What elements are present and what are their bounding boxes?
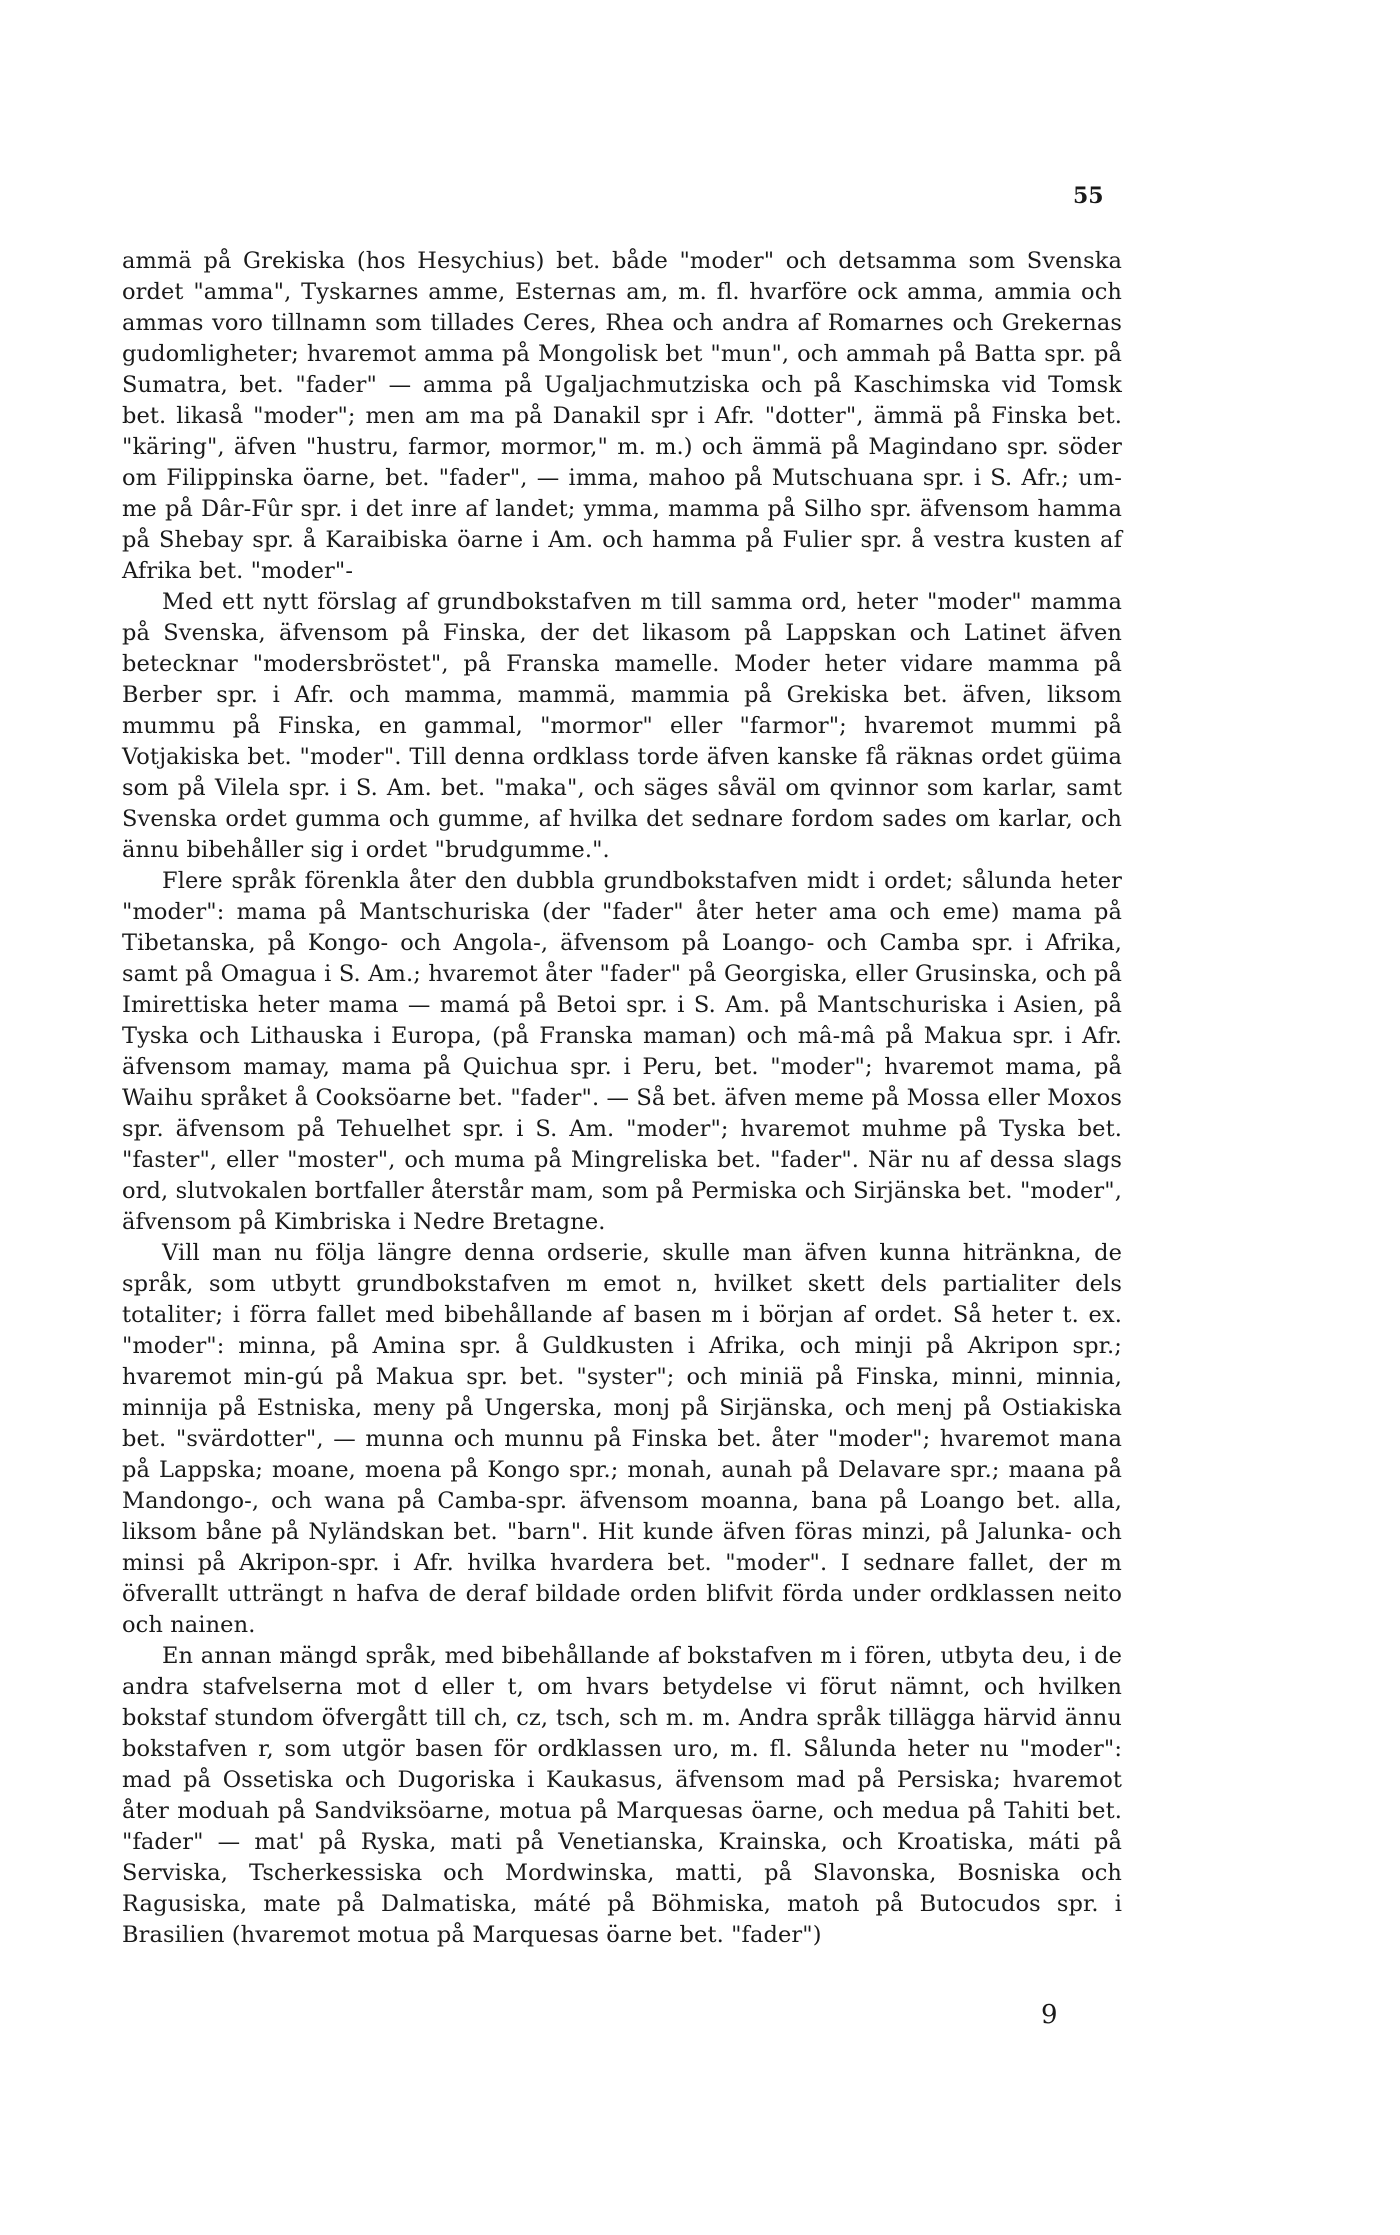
- paragraph: Med ett nytt förslag af grundbokstafven m till samma ord, heter "moder" mamma på Svenska, äfvensom på Finska, der det likasom på Lappskan och Latinet äfven betecknar "modersbröstet", på Franska mamelle. Moder heter vidare mamma på Berber spr. i Afr. och mamma, mammä, mammia på Grekiska bet. äfven, liksom mummu på Finska, en gammal, "mormor" eller "farmor"; hvaremot mummi på Votjakiska bet. "moder". Till denna ordklass torde äfven kanske få räknas ordet güima som på Vilela spr. i S. Am. bet. "maka", och säges såväl om qvinnor som karlar, samt Svenska ordet gumma och gumme, af hvilka det sednare fordom sades om karlar, och ännu bibehåller sig i ordet "brudgumme.".: [122, 589, 1122, 863]
- page-number: 55: [1073, 183, 1104, 209]
- signature-mark: 9: [1041, 2000, 1058, 2030]
- paragraph: Vill man nu följa längre denna ordserie, skulle man äfven kunna hitränkna, de språk, som utbytt grundbokstafven m emot n, hvilket skett dels partialiter dels totaliter; i förra fallet med bibehållande af basen m i början af ordet. Så heter t. ex. "moder": minna, på Amina spr. å Guldkusten i Afrika, och minji på Akripon spr.; hvaremot min-gú på Makua spr. bet. "syster"; och miniä på Finska, minni, minnia, minnija på Estniska, meny på Ungerska, monj på Sirjänska, och menj på Ostiakiska bet. "svärdotter", — munna och munnu på Finska bet. åter "moder"; hvaremot mana på Lappska; moane, moena på Kongo spr.; monah, aunah på Delavare spr.; maana på Mandongo-, och wana på Camba-spr. äfvensom moanna, bana på Loango bet. alla, liksom båne på Nyländskan bet. "barn". Hit kunde äfven föras minzi, på Jalunka- och minsi på Akripon-spr. i Afr. hvilka hvardera bet. "moder". I sednare fallet, der m öfverallt utträngt n hafva de deraf bildade orden blifvit förda under ordklassen neito och nainen.: [122, 1240, 1122, 1638]
- paragraph: ammä på Grekiska (hos Hesychius) bet. både "moder" och detsamma som Svenska ordet "amma", Tyskarnes amme, Esternas am, m. fl. hvarföre ock amma, ammia och ammas voro tillnamn som tillades Ceres, Rhea och andra af Romarnes och Grekernas gudomligheter; hvaremot amma på Mongolisk bet "mun", och ammah på Batta spr. på Sumatra, bet. "fader" — amma på Ugaljachmutziska och på Kaschimska vid Tomsk bet. likaså "moder"; men am ma på Danakil spr i Afr. "dotter", ämmä på Finska bet. "käring", äfven "hustru, farmor, mormor," m. m.) och ämmä på Magindano spr. söder om Filippinska öarne, bet. "fader", — imma, mahoo på Mutschuana spr. i S. Afr.; um-me på Dâr-Fûr spr. i det inre af landet; ymma, mamma på Silho spr. äfvensom hamma på Shebay spr. å Karaibiska öarne i Am. och hamma på Fulier spr. å vestra kusten af Afrika bet. "moder"-: [122, 248, 1122, 584]
- paragraph: Flere språk förenkla åter den dubbla grundbokstafven midt i ordet; sålunda heter "moder": mama på Mantschuriska (der "fader" åter heter ama och eme) mama på Tibetanska, på Kongo- och Angola-, äfvensom på Loango- och Camba spr. i Afrika, samt på Omagua i S. Am.; hvaremot åter "fader" på Georgiska, eller Grusinska, och på Imirettiska heter mama — mamá på Betoi spr. i S. Am. på Mantschuriska i Asien, på Tyska och Lithauska i Europa, (på Franska maman) och mâ-mâ på Makua spr. i Afr. äfvensom mamay, mama på Quichua spr. i Peru, bet. "moder"; hvaremot mama, på Waihu språket å Cooksöarne bet. "fader". — Så bet. äfven meme på Mossa eller Moxos spr. äfvensom på Tehuelhet spr. i S. Am. "moder"; hvaremot muhme på Tyska bet. "faster", eller "moster", och muma på Mingreliska bet. "fader". När nu af dessa slags ord, slutvokalen bortfaller återstår mam, som på Permiska och Sirjänska bet. "moder", äfvensom på Kimbriska i Nedre Bretagne.: [122, 868, 1122, 1235]
- paragraph: En annan mängd språk, med bibehållande af bokstafven m i fören, utbyta deu, i de andra stafvelserna mot d eller t, om hvars betydelse vi förut nämnt, och hvilken bokstaf stundom öfvergått till ch, cz, tsch, sch m. m. Andra språk tillägga härvid ännu bokstafven r, som utgör basen för ordklassen uro, m. fl. Sålunda heter nu "moder": mad på Ossetiska och Dugoriska i Kaukasus, äfvensom mad på Persiska; hvaremot åter moduah på Sandviksöarne, motua på Marquesas öarne, och medua på Tahiti bet. "fader" — mat' på Ryska, mati på Venetianska, Krainska, och Kroatiska, máti på Serviska, Tscherkessiska och Mordwinska, matti, på Slavonska, Bosniska och Ragusiska, mate på Dalmatiska, máté på Böhmiska, matoh på Butocudos spr. i Brasilien (hvaremot motua på Marquesas öarne bet. "fader"): [122, 1643, 1122, 1948]
- body-text: [122, 246, 1122, 1951]
